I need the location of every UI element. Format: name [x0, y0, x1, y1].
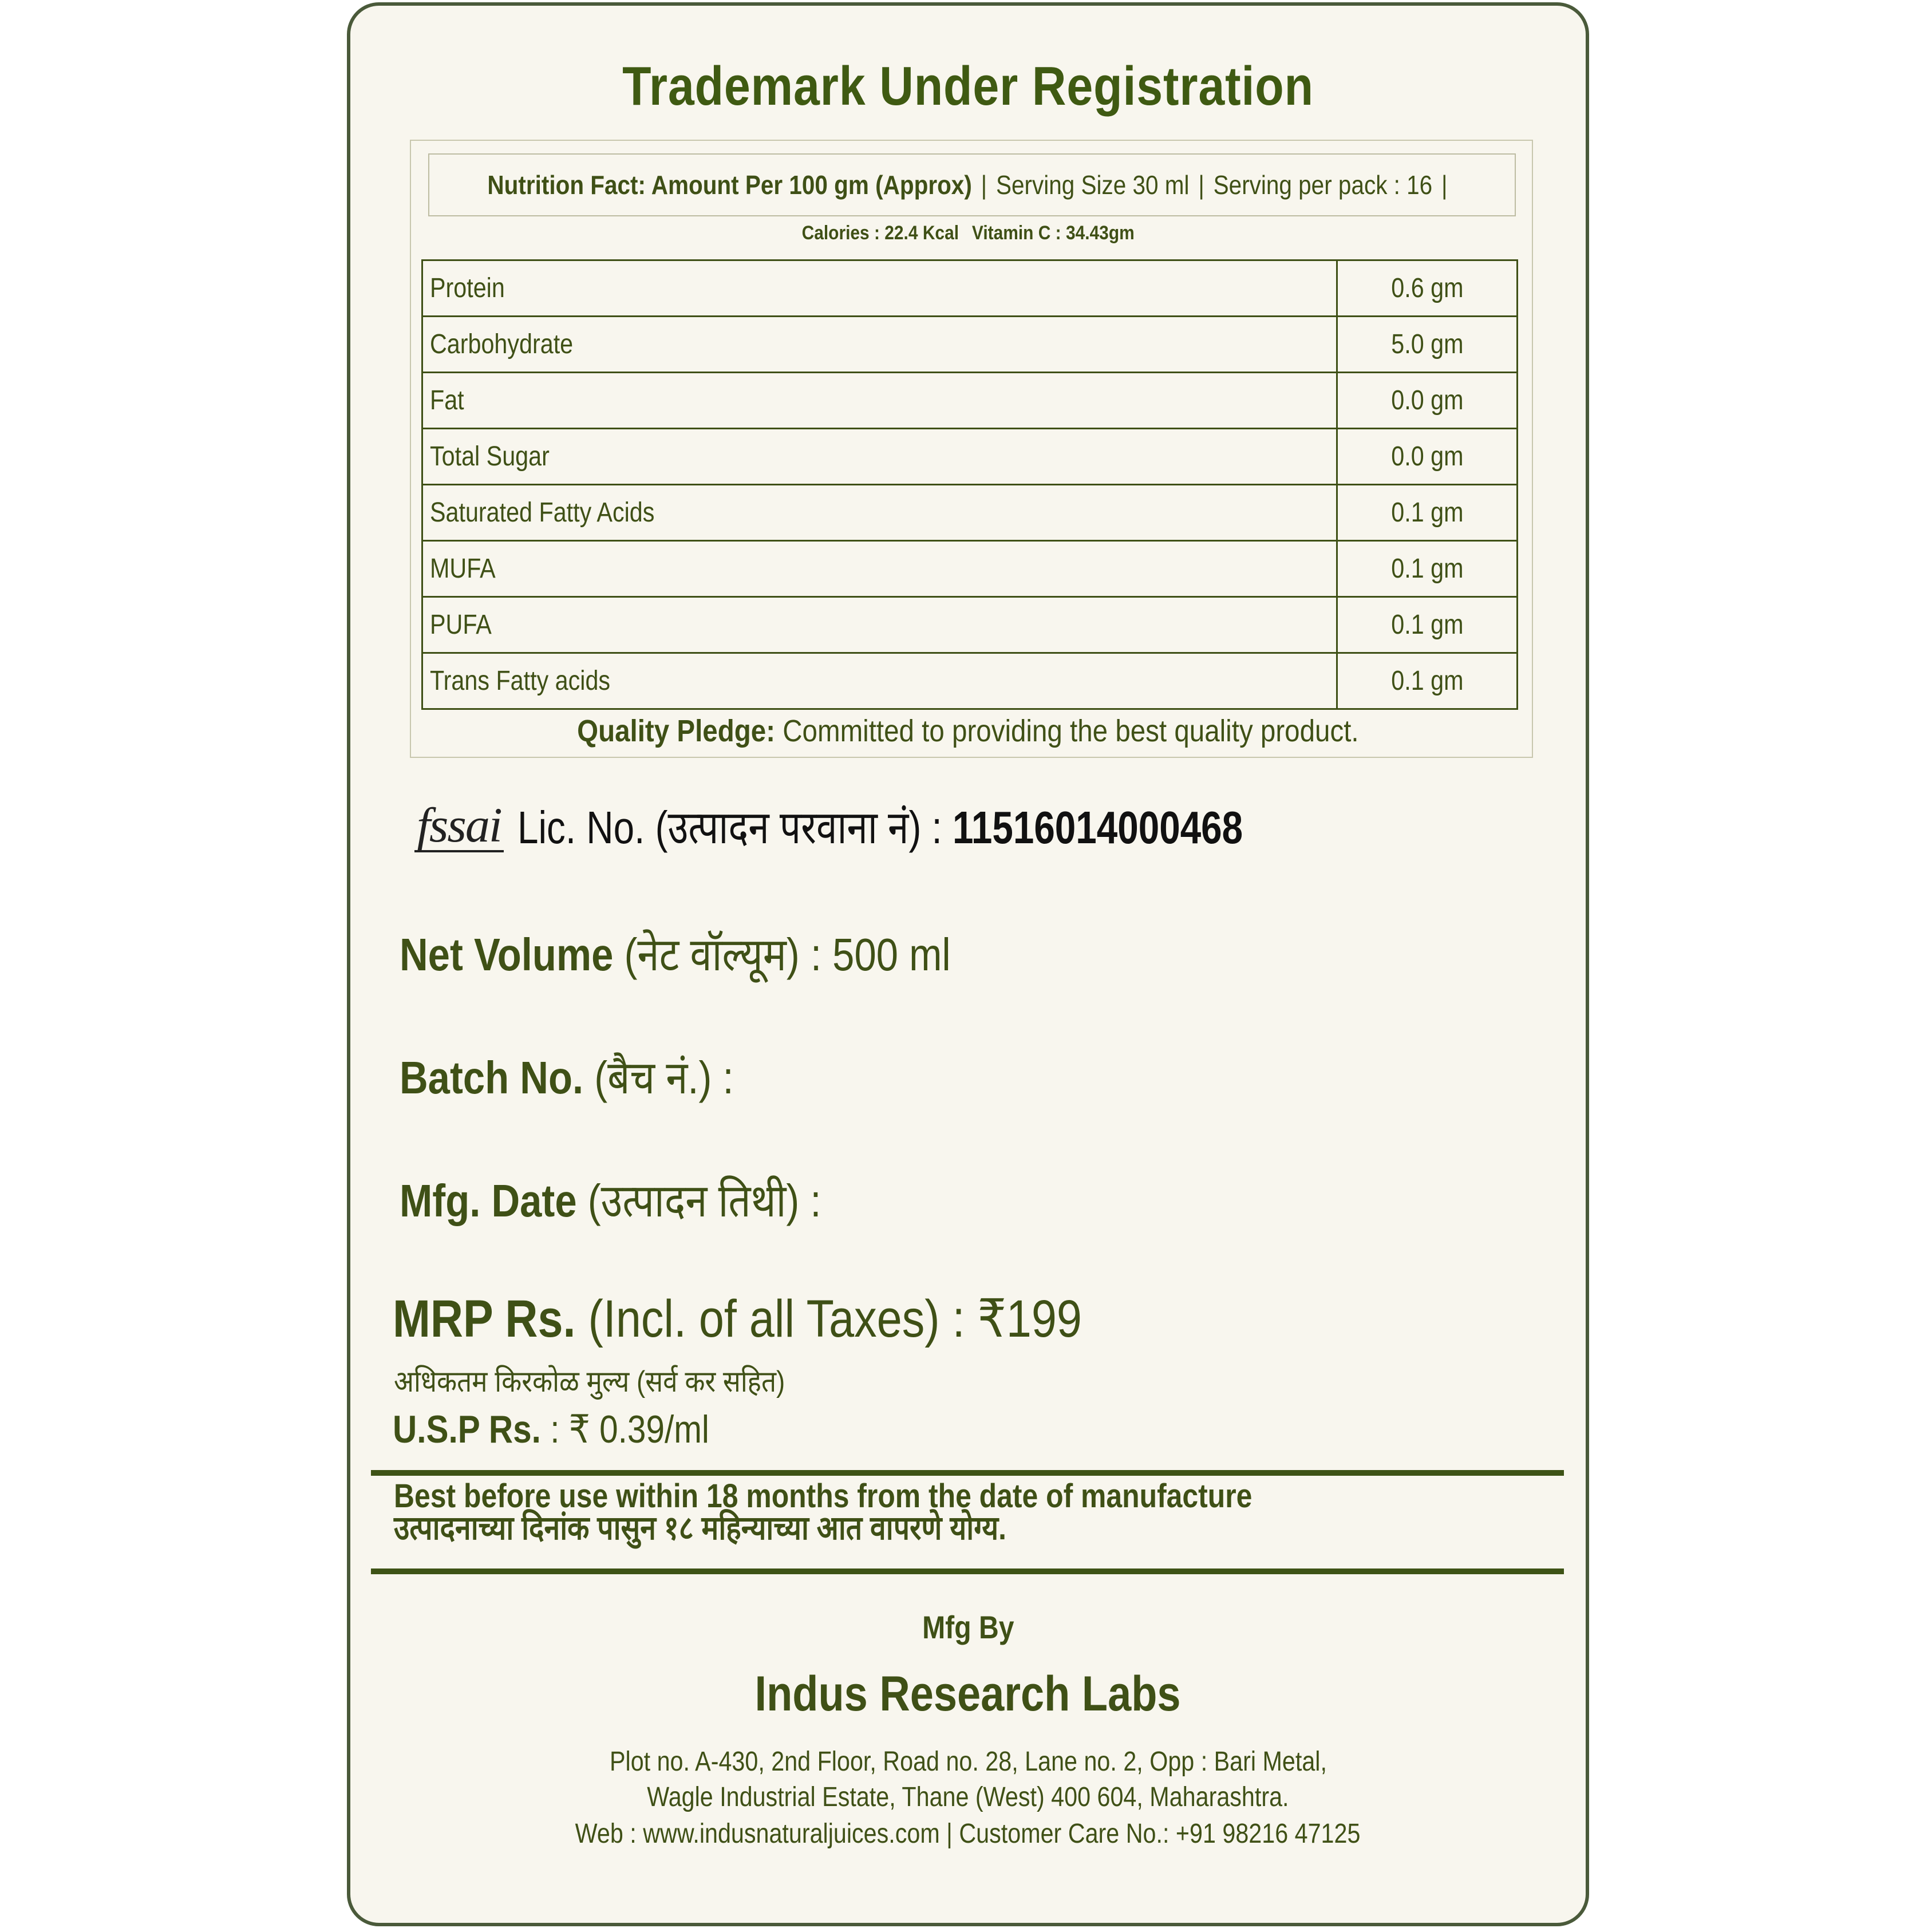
divider [371, 1568, 1564, 1574]
batch-value: (बैच नं.) : [594, 1052, 734, 1103]
fssai-license [414, 795, 1402, 858]
net-volume-value: (नेट वॉल्यूम) : 500 ml [624, 929, 951, 980]
company-name: Indus Research Labs [755, 1666, 1181, 1721]
separator: | [1441, 170, 1448, 200]
contact-line: Web : www.indusnaturaljuices.com | Customer Care No.: +91 98216 47125 [575, 1819, 1361, 1849]
divider [371, 1470, 1564, 1476]
vitamin-c: Vitamin C : 34.43gm [971, 222, 1135, 244]
table-row [422, 597, 1518, 653]
nutrient-value: 0.1 gm [1337, 485, 1518, 541]
pledge-label: Quality Pledge: [577, 714, 776, 748]
table-row [422, 260, 1518, 317]
nutrient-name: MUFA [422, 541, 1337, 597]
best-before-english: Best before use within 18 months from the date of manufacture [394, 1477, 1253, 1515]
fssai-logo: fssai [414, 800, 504, 852]
product-label [347, 2, 1589, 1926]
nutrition-header-label: Nutrition Fact: Amount Per 100 gm (Approx) [487, 170, 972, 200]
table-row [422, 653, 1518, 709]
mfg-date-label: Mfg. Date [400, 1175, 577, 1226]
net-volume [400, 922, 951, 984]
mfg-by: Mfg By [922, 1609, 1014, 1645]
address-line-2: Wagle Industrial Estate, Thane (West) 400 604, Maharashtra. [647, 1782, 1289, 1812]
nutrient-value: 5.0 gm [1337, 317, 1518, 373]
net-volume-label: Net Volume [400, 929, 614, 980]
table-row [422, 373, 1518, 429]
nutrient-name: Fat [422, 373, 1337, 429]
nutrient-name: Carbohydrate [422, 317, 1337, 373]
table-row [422, 541, 1518, 597]
usp-value: : ₹ 0.39/ml [550, 1408, 709, 1451]
nutrient-value: 0.6 gm [1337, 260, 1518, 317]
mrp [393, 1288, 1082, 1349]
nutrient-value: 0.0 gm [1337, 429, 1518, 485]
license-number: 11516014000468 [952, 802, 1243, 853]
mrp-hindi: अधिकतम किरकोळ मुल्य (सर्व कर सहित) [394, 1365, 785, 1398]
mfg-date [400, 1168, 821, 1230]
table-row [422, 485, 1518, 541]
mfg-date-value: (उत्पादन तिथी) : [587, 1175, 821, 1226]
usp [393, 1407, 709, 1452]
nutrient-name: PUFA [422, 597, 1337, 653]
calories-row [350, 222, 1586, 244]
batch-number [400, 1045, 734, 1107]
trademark-title: Trademark Under Registration [622, 56, 1314, 117]
nutrient-name: Saturated Fatty Acids [422, 485, 1337, 541]
address-line-1: Plot no. A-430, 2nd Floor, Road no. 28, Lane no. 2, Opp : Bari Metal, [609, 1747, 1327, 1777]
calories: Calories : 22.4 Kcal [801, 222, 959, 244]
nutrient-value: 0.1 gm [1337, 653, 1518, 709]
best-before-hindi: उत्पादनाच्या दिनांक पासुन १८ महिन्याच्या आत वापरणे योग्य. [394, 1510, 1007, 1547]
quality-pledge [350, 713, 1586, 749]
serving-per-pack: Serving per pack : 16 [1213, 170, 1433, 200]
mrp-label: MRP Rs. [393, 1290, 576, 1348]
license-label: Lic. No. (उत्पादन परवाना नं) : [517, 802, 942, 853]
serving-size: Serving Size 30 ml [996, 170, 1190, 200]
nutrition-table [421, 259, 1518, 710]
best-before [394, 1477, 1253, 1547]
mrp-value: (Incl. of all Taxes) : ₹199 [588, 1290, 1082, 1348]
nutrient-value: 0.1 gm [1337, 541, 1518, 597]
separator: | [981, 170, 987, 200]
table-row [422, 429, 1518, 485]
nutrient-value: 0.0 gm [1337, 373, 1518, 429]
separator: | [1198, 170, 1204, 200]
usp-label: U.S.P Rs. [393, 1408, 541, 1451]
nutrient-name: Trans Fatty acids [422, 653, 1337, 709]
nutrient-value: 0.1 gm [1337, 597, 1518, 653]
pledge-text: Committed to providing the best quality product. [783, 714, 1359, 748]
nutrient-name: Total Sugar [422, 429, 1337, 485]
nutrient-name: Protein [422, 260, 1337, 317]
table-row [422, 317, 1518, 373]
nutrition-header [428, 153, 1516, 216]
batch-label: Batch No. [400, 1052, 584, 1103]
